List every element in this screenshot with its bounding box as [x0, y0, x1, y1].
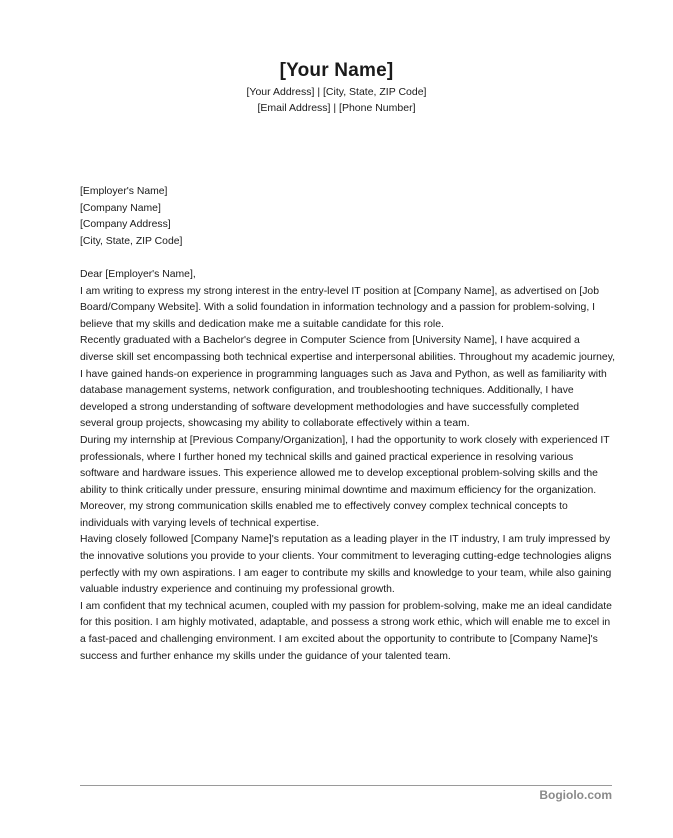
sender-address: [Your Address] | [City, State, ZIP Code] — [246, 86, 427, 98]
footer-brand: Bogiolo.com — [539, 788, 612, 802]
sender-contact: [Email Address] | [Phone Number] — [257, 102, 416, 114]
recipient-name: [Employer's Name] — [80, 186, 168, 197]
recipient-company: [Company Name] — [80, 202, 161, 214]
salutation: Dear [Employer's Name], — [80, 268, 196, 280]
recipient-city: [City, State, ZIP Code] — [80, 235, 183, 247]
footer-divider — [80, 785, 612, 786]
sender-name: [Your Name] — [279, 60, 394, 81]
paragraph-company: Having closely followed [Company Name]'s reputation as a leading player in the IT industry, I am truly impressed by the innovative solutions you provide to your clients. Your commitment to leveraging cutting-edge technologies aligns perfectly with my own aspirations. I am eager to contribute my skills and knowledge to your team, while also gaining valuable industry experience and continuing my professional growth. — [80, 534, 612, 596]
recipient-address: [Company Address] — [80, 219, 171, 231]
recipient-block — [80, 184, 615, 250]
paragraph-intro: I am writing to express my strong interest in the entry-level IT position at [Company Name], as advertised on [Job Board/Company Website]. With a solid foundation in information technology and a passion for problem-solving, I believe that my skills and dedication make me a suitable candidate for this role. — [80, 285, 599, 330]
paragraph-education: Recently graduated with a Bachelor's degree in Computer Science from [University Name], I have acquired a diverse skill set encompassing both technical expertise and interpersonal abilities. Throughout my academic journey, I have gained hands-on experience in programming languages such as Java and Python, as well as familiarity with database management systems, network configuration, and troubleshooting techniques. Additionally, I have developed a strong understanding of software development methodologies and have successfully completed several group projects, showcasing my ability to collaborate effectively within a team. — [80, 335, 616, 430]
letter-header — [0, 58, 673, 116]
letter-body — [80, 184, 615, 665]
paragraph-closing: I am confident that my technical acumen, coupled with my passion for problem-solving, make me an ideal candidate for this position. I am highly motivated, adaptable, and possess a strong work ethic, which will enable me to excel in a fast-paced and challenging environment. I am excited about the opportunity to contribute to [Company Name]'s success and further enhance my skills under the guidance of your talented team. — [80, 600, 612, 662]
paragraph-internship: During my internship at [Previous Company/Organization], I had the opportunity to work closely with experienced IT professionals, where I further honed my technical skills and gained practical experience in resolving various software and hardware issues. This experience allowed me to develop exceptional problem-solving skills and the ability to think critically under pressure, ensuring minimal downtime and maximum efficiency for the organization. Moreover, my strong communication skills enabled me to effectively convey complex technical concepts to individuals with varying levels of technical expertise. — [80, 434, 610, 529]
